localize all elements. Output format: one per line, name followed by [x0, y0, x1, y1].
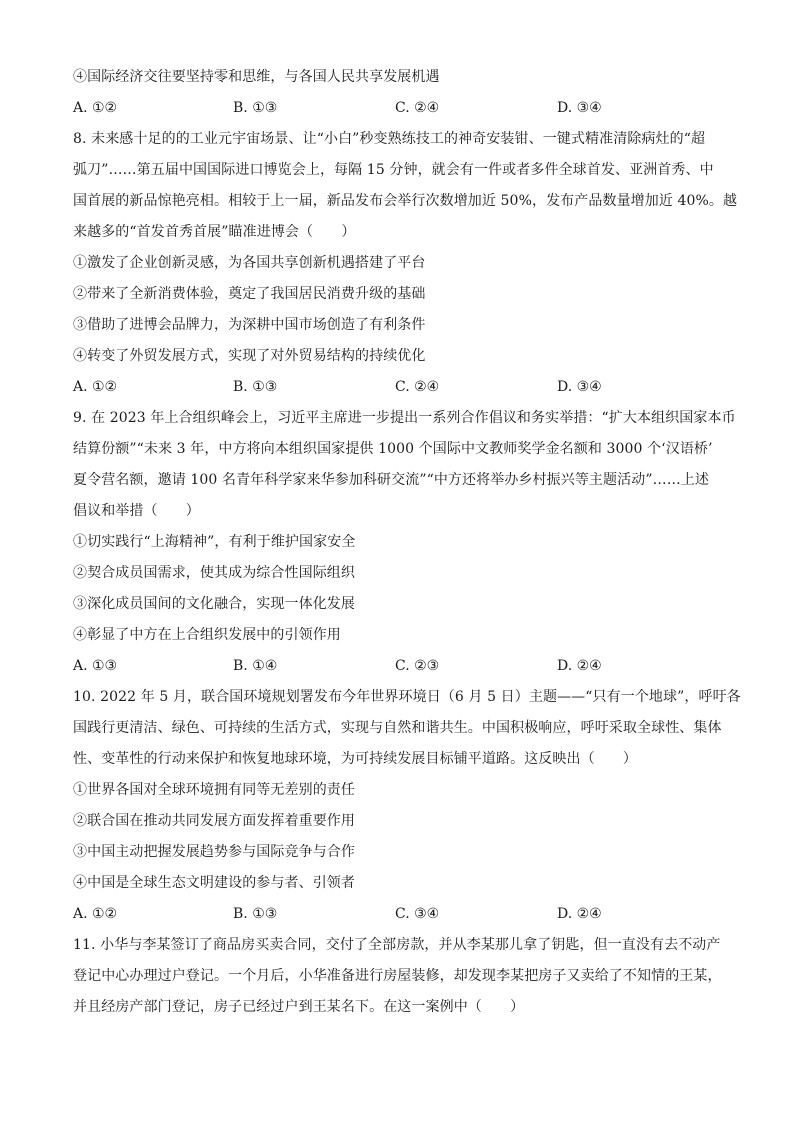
choice-d: D. ③④	[557, 100, 602, 116]
option-line: ③借助了进博会品牌力，为深耕中国市场创造了有利条件	[73, 317, 426, 333]
question-stem-line: 9. 在 2023 年上合组织峰会上，习近平主席进一步提出一系列合作倡议和务实举措：“扩大本组织国家本币	[73, 410, 736, 426]
option-line: ②契合成员国需求，使其成为综合性国际组织	[73, 565, 355, 581]
answer-choices	[73, 899, 723, 930]
choice-a: A. ①③	[73, 658, 118, 674]
question-stem-line: 国首展的新品惊艳亮相。相较于上一届，新品发布会举行次数增加近 50%，发布产品数量增加近 40%。越	[73, 193, 738, 209]
question-11	[73, 930, 723, 1023]
choice-a: A. ①②	[73, 100, 118, 116]
option-line: ④彰显了中方在上合组织发展中的引领作用	[73, 627, 341, 643]
option-line: ④转变了外贸发展方式，实现了对外贸易结构的持续优化	[73, 348, 426, 364]
choice-b: B. ①③	[233, 379, 278, 395]
question-stem-line: 来越多的“首发首秀首展”瞄准进博会（ ）	[73, 224, 356, 240]
choice-b: B. ①③	[233, 100, 278, 116]
choice-b: B. ①④	[233, 658, 278, 674]
question-stem-line: 倡议和举措（ ）	[73, 503, 200, 519]
question-stem-line: 8. 未来感十足的的工业元宇宙场景、让“小白”秒变熟练技工的神奇安装钳、一键式精准清除病灶的“超	[73, 131, 706, 147]
question-8	[73, 124, 738, 403]
option-line: ①切实践行“上海精神”，有利于维护国家安全	[73, 534, 356, 550]
option-line: ③中国主动把握发展趋势参与国际竞争与合作	[73, 844, 355, 860]
option-line: ①世界各国对全球环境拥有同等无差别的责任	[73, 782, 355, 798]
option-line: ④中国是全球生态文明建设的参与者、引领者	[73, 875, 355, 891]
option-line: ③深化成员国间的文化融合，实现一体化发展	[73, 596, 355, 612]
option-line: ②带来了全新消费体验，奠定了我国居民消费升级的基础	[73, 286, 426, 302]
question-stem-line: 结算份额”“未来 3 年，中方将向本组织国家提供 1000 个国际中文教师奖学金名额和 3000 个‘汉语桥’	[73, 441, 713, 457]
choice-c: C. ②④	[395, 100, 440, 116]
choice-c: C. ③④	[395, 906, 440, 922]
question-9	[73, 403, 736, 682]
question-stem-line: 夏令营名额，邀请 100 名青年科学家来华参加科研交流”“中方还将举办乡村振兴等主题活动”……上述	[73, 472, 709, 488]
choice-c: C. ②④	[395, 379, 440, 395]
answer-choices	[73, 93, 723, 124]
question-stem-line: 国践行更清洁、绿色、可持续的生活方式，实现与自然和谐共生。中国积极响应，呼吁采取全球性、集体	[73, 720, 722, 736]
option-line: ②联合国在推动共同发展方面发挥着重要作用	[73, 813, 355, 829]
choice-d: D. ③④	[557, 379, 602, 395]
question-stem-line: 11. 小华与李某签订了商品房买卖合同，交付了全部房款，并从李某那儿拿了钥匙，但一直没有去不动产	[73, 937, 721, 953]
option-line: ①激发了企业创新灵感，为各国共享创新机遇搭建了平台	[73, 255, 426, 271]
choice-d: D. ②④	[557, 658, 602, 674]
question-10	[73, 682, 741, 930]
answer-choices	[73, 372, 723, 403]
choice-a: A. ①②	[73, 906, 118, 922]
question-stem-line: 10. 2022 年 5 月，联合国环境规划署发布今年世界环境日（6 月 5 日）主题——“只有一个地球”，呼吁各	[73, 689, 741, 705]
answer-choices	[73, 651, 723, 682]
choice-c: C. ②③	[395, 658, 440, 674]
choice-b: B. ①③	[233, 906, 278, 922]
question-stem-line: 登记中心办理过户登记。一个月后，小华准备进行房屋装修，却发现李某把房子又卖给了不知情的王某，	[73, 968, 722, 984]
option-line: ④国际经济交往要坚持零和思维，与各国人民共享发展机遇	[73, 69, 440, 85]
question-stem-line: 并且经房产部门登记，房子已经过户到王某名下。在这一案例中（ ）	[73, 999, 525, 1015]
question-stem-line: 性、变革性的行动来保护和恢复地球环境，为可持续发展目标铺平道路。这反映出（ ）	[73, 751, 637, 767]
question-stem-line: 弧刀”……第五届中国国际进口博览会上，每隔 15 分钟，就会有一件或者多件全球首发、亚洲首秀、中	[73, 162, 714, 178]
choice-d: D. ②④	[557, 906, 602, 922]
exam-page	[73, 62, 741, 1023]
choice-a: A. ①②	[73, 379, 118, 395]
